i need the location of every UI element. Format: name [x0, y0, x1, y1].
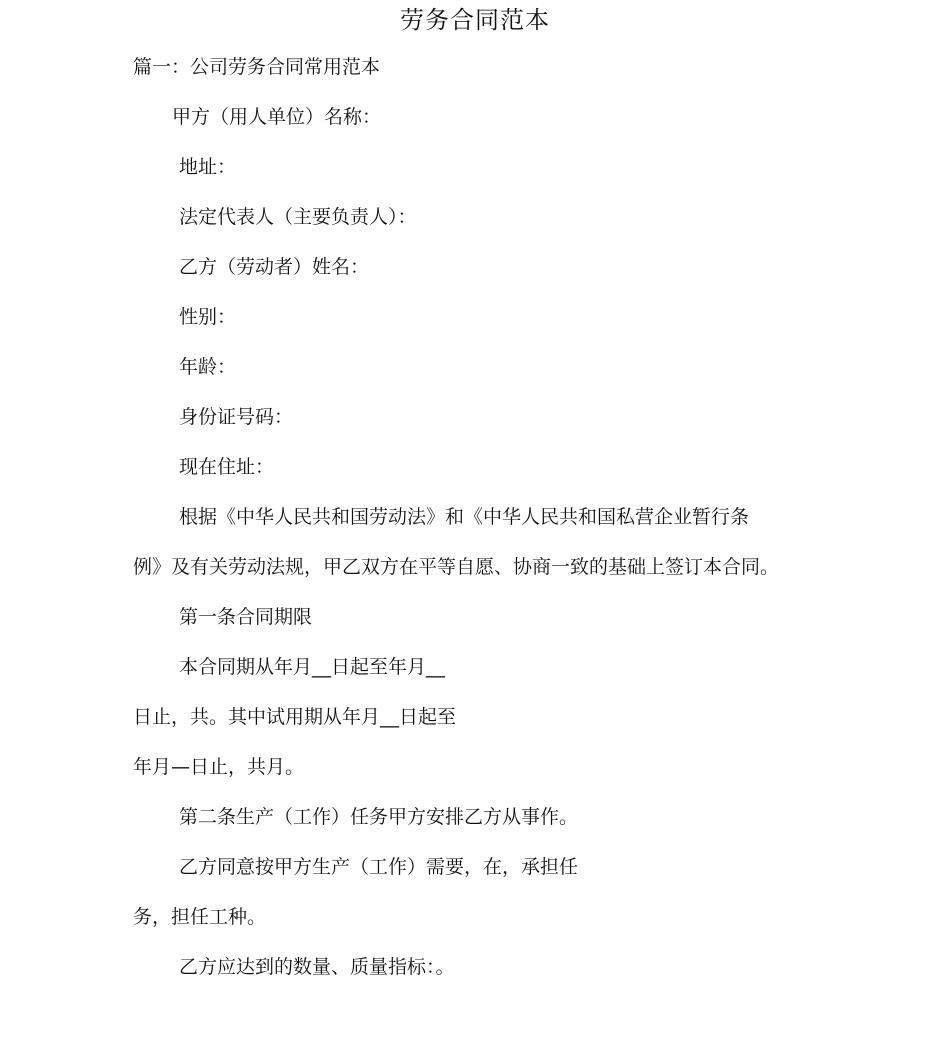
legal-basis-line: 根据《中华人民共和国劳动法》和《中华人民共和国私营企业暂行条 [179, 506, 750, 528]
age-line: 年龄： [179, 356, 237, 378]
work-type-line: 务，担任工种。 [133, 906, 267, 928]
party-a-name-line: 甲方（用人单位）名称： [172, 106, 382, 128]
work-agreement-line: 乙方同意按甲方生产（工作）需要，在，承担任 [179, 856, 579, 878]
legal-representative-line: 法定代表人（主要负责人）： [179, 206, 417, 228]
article-1-heading: 第一条合同期限 [179, 606, 313, 628]
probation-end-line: 年月—日止，共月。 [133, 756, 305, 778]
probation-period-line: 日止，共。其中试用期从年月__日起至 [133, 706, 457, 728]
document-title: 劳务合同范本 [400, 6, 550, 34]
contract-period-line: 本合同期从年月__日起至年月__ [179, 656, 446, 678]
article-2-heading: 第二条生产（工作）任务甲方安排乙方从事作。 [179, 806, 579, 828]
section-heading: 篇一：公司劳务合同常用范本 [133, 56, 381, 78]
quality-indicator-line: 乙方应达到的数量、质量指标：。 [179, 956, 455, 978]
id-number-line: 身份证号码： [179, 406, 294, 428]
legal-basis-continuation: 例》及有关劳动法规，甲乙双方在平等自愿、协商一致的基础上签订本合同。 [133, 556, 780, 578]
address-line: 地址： [179, 156, 237, 178]
party-b-name-line: 乙方（劳动者）姓名： [179, 256, 370, 278]
current-address-line: 现在住址： [179, 456, 275, 478]
gender-line: 性别： [179, 306, 237, 328]
